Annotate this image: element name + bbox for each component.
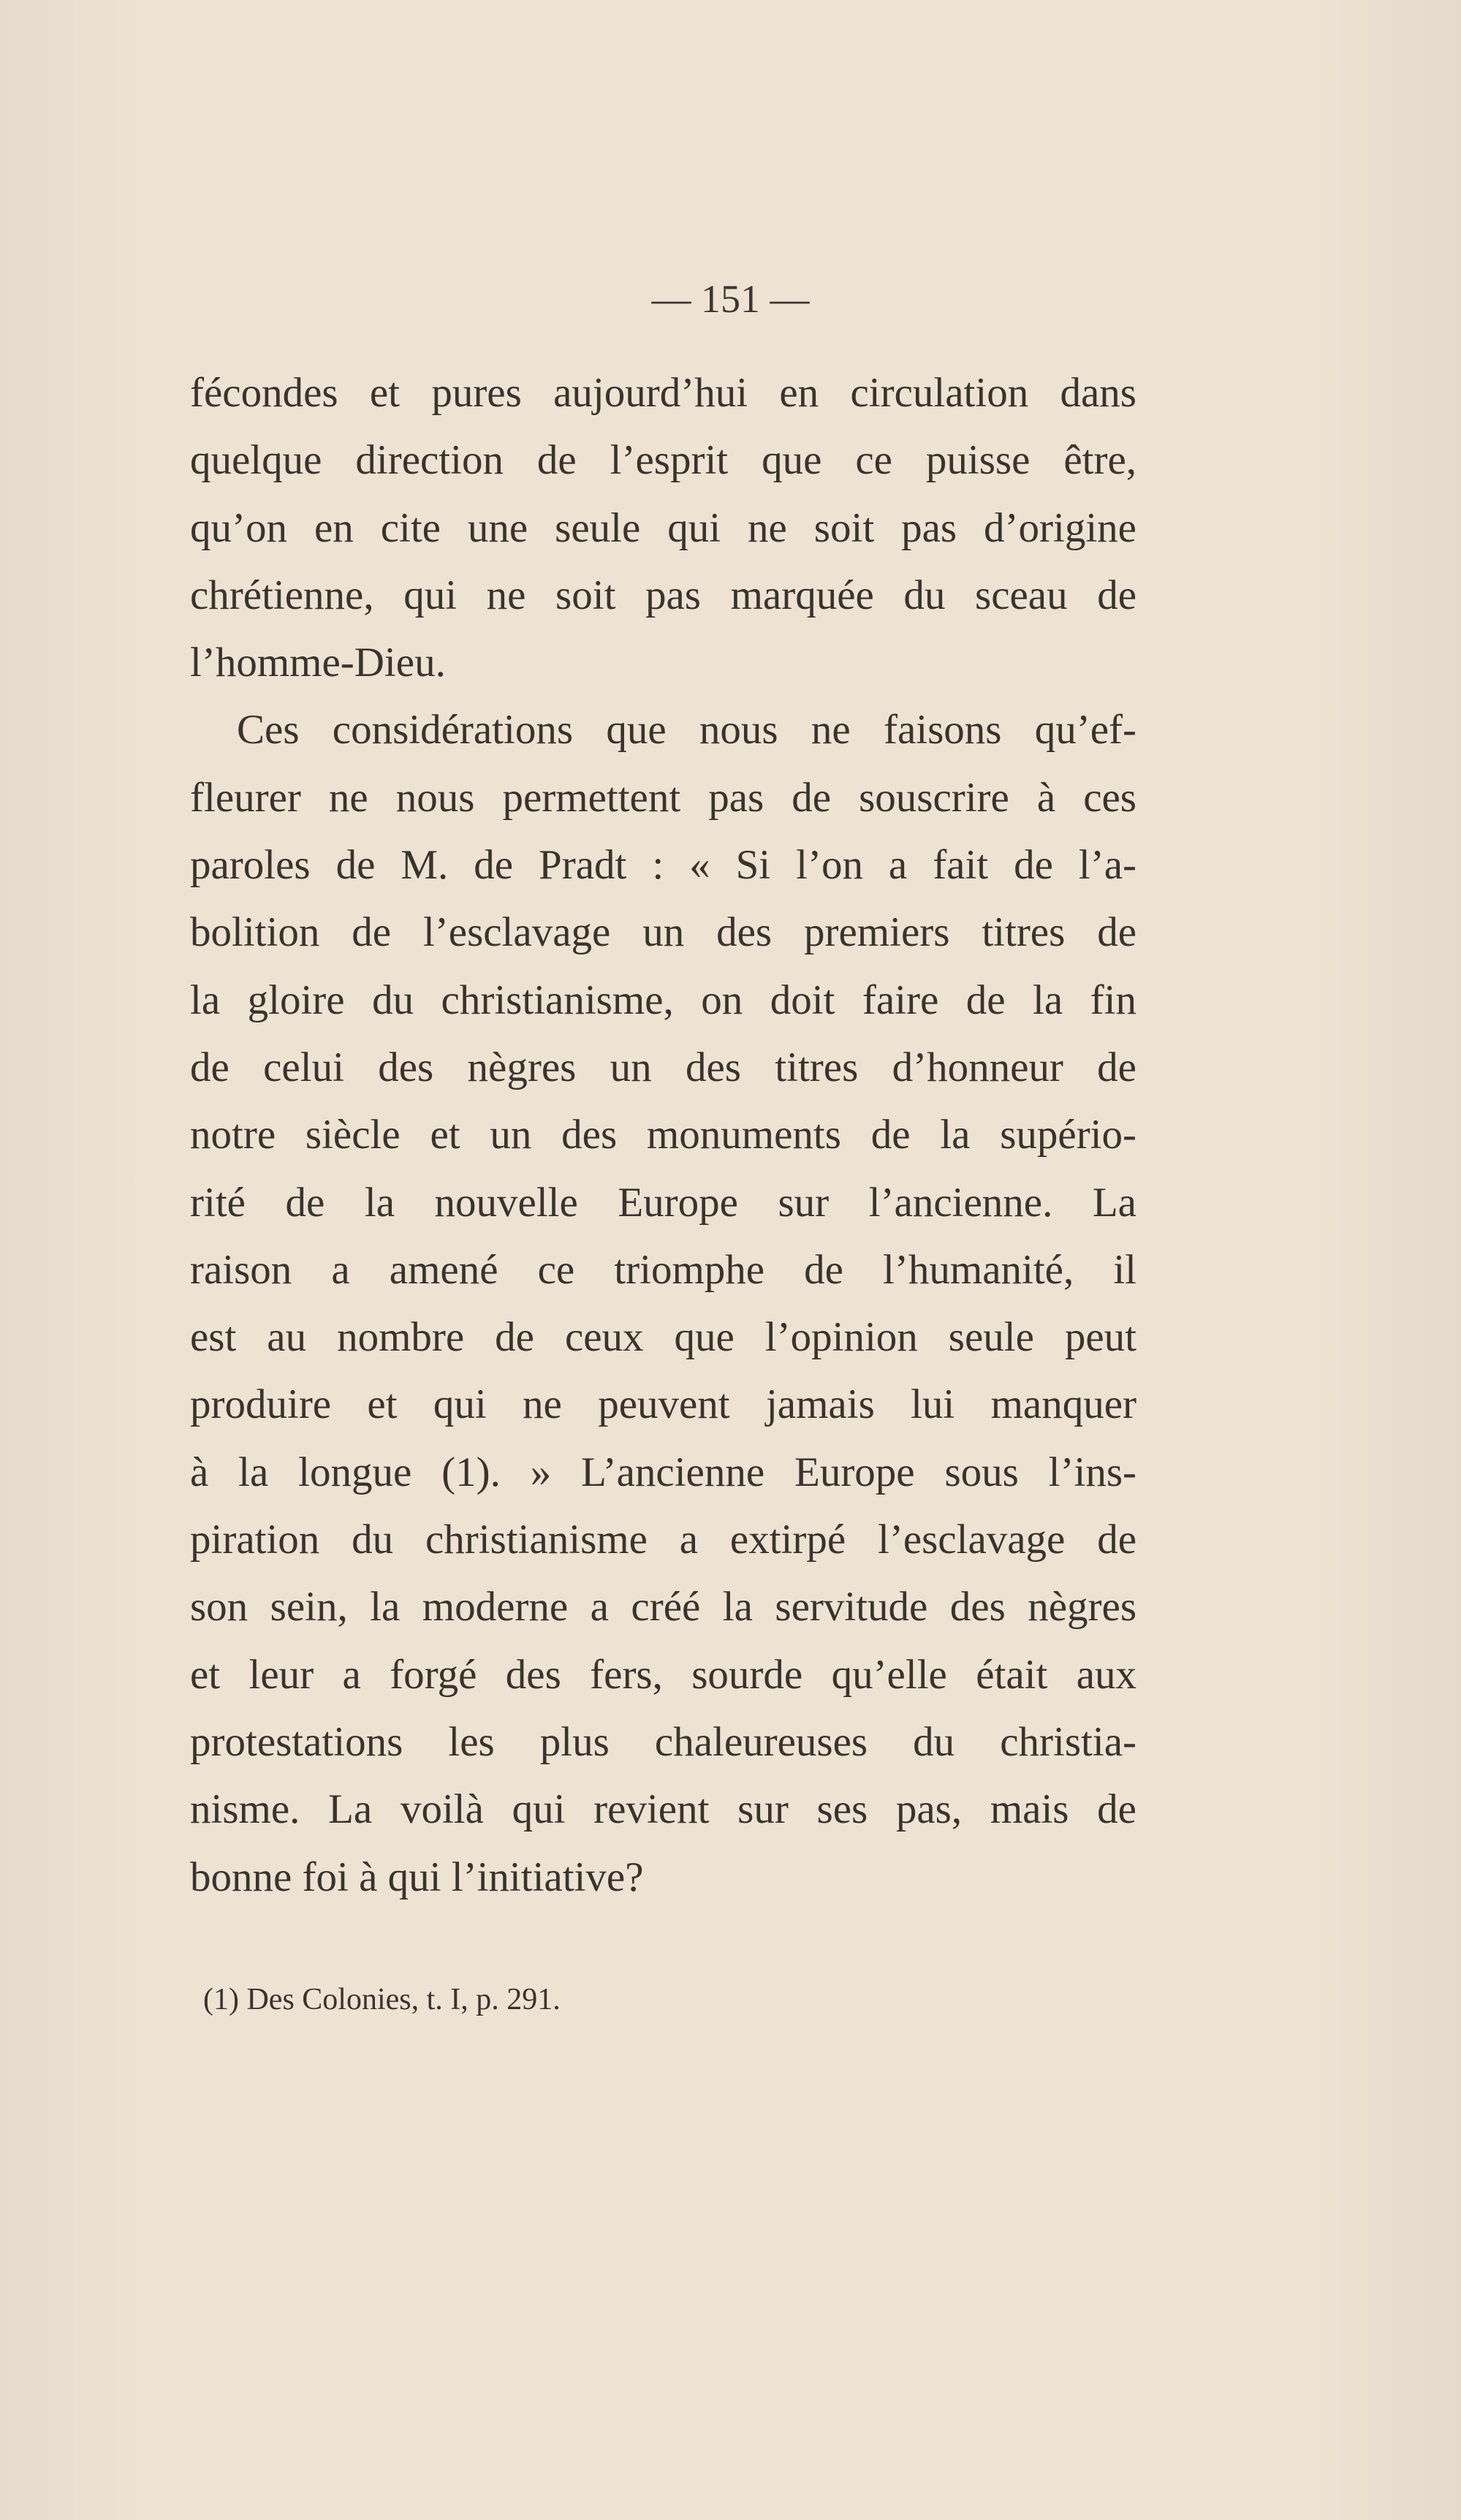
body-text bbox=[190, 360, 1136, 1911]
text-line: rité de la nouvelle Europe sur l’ancienne. La bbox=[190, 1179, 1136, 1226]
text-line: fleurer ne nous permettent pas de souscrire à ces bbox=[190, 774, 1136, 821]
text-line: raison a amené ce triomphe de l’humanité, il bbox=[190, 1246, 1136, 1293]
text-line: son sein, la moderne a créé la servitude des nègres bbox=[190, 1584, 1136, 1631]
text-line: quelque direction de l’esprit que ce puisse être, bbox=[190, 437, 1136, 484]
text-line: à la longue (1). » L’ancienne Europe sous l’ins- bbox=[190, 1449, 1136, 1495]
text-line: chrétienne, qui ne soit pas marquée du sceau de bbox=[190, 572, 1136, 618]
text-line: de celui des nègres un des titres d’honneur de bbox=[190, 1044, 1136, 1090]
text-line: produire et qui ne peuvent jamais lui manquer bbox=[190, 1381, 1136, 1428]
text-line: Ces considérations que nous ne faisons qu’ef- bbox=[237, 707, 1136, 754]
text-line: bolition de l’esclavage un des premiers titres de bbox=[190, 909, 1136, 956]
text-line: qu’on en cite une seule qui ne soit pas d’origine bbox=[190, 504, 1136, 551]
text-line: l’homme-Dieu. bbox=[190, 640, 446, 686]
text-line: protestations les plus chaleureuses du christia- bbox=[190, 1718, 1136, 1765]
text-line: nisme. La voilà qui revient sur ses pas, mais de bbox=[190, 1786, 1136, 1833]
text-line: paroles de M. de Pradt : « Si l’on a fait de l’a- bbox=[190, 842, 1136, 889]
page-number: — 151 — bbox=[651, 277, 810, 321]
text-line: la gloire du christianisme, on doit faire de la fin bbox=[190, 976, 1136, 1023]
text-line: est au nombre de ceux que l’opinion seule peut bbox=[190, 1314, 1136, 1361]
text-line: bonne foi à qui l’initiative? bbox=[190, 1853, 644, 1900]
footnote: (1) Des Colonies, t. I, p. 291. bbox=[203, 1983, 561, 2016]
text-line: et leur a forgé des fers, sourde qu’elle était aux bbox=[190, 1651, 1136, 1698]
text-line: piration du christianisme a extirpé l’esclavage de bbox=[190, 1517, 1136, 1563]
text-line: notre siècle et un des monuments de la supério- bbox=[190, 1112, 1136, 1158]
text-line: fécondes et pures aujourd’hui en circulation dans bbox=[190, 370, 1136, 416]
